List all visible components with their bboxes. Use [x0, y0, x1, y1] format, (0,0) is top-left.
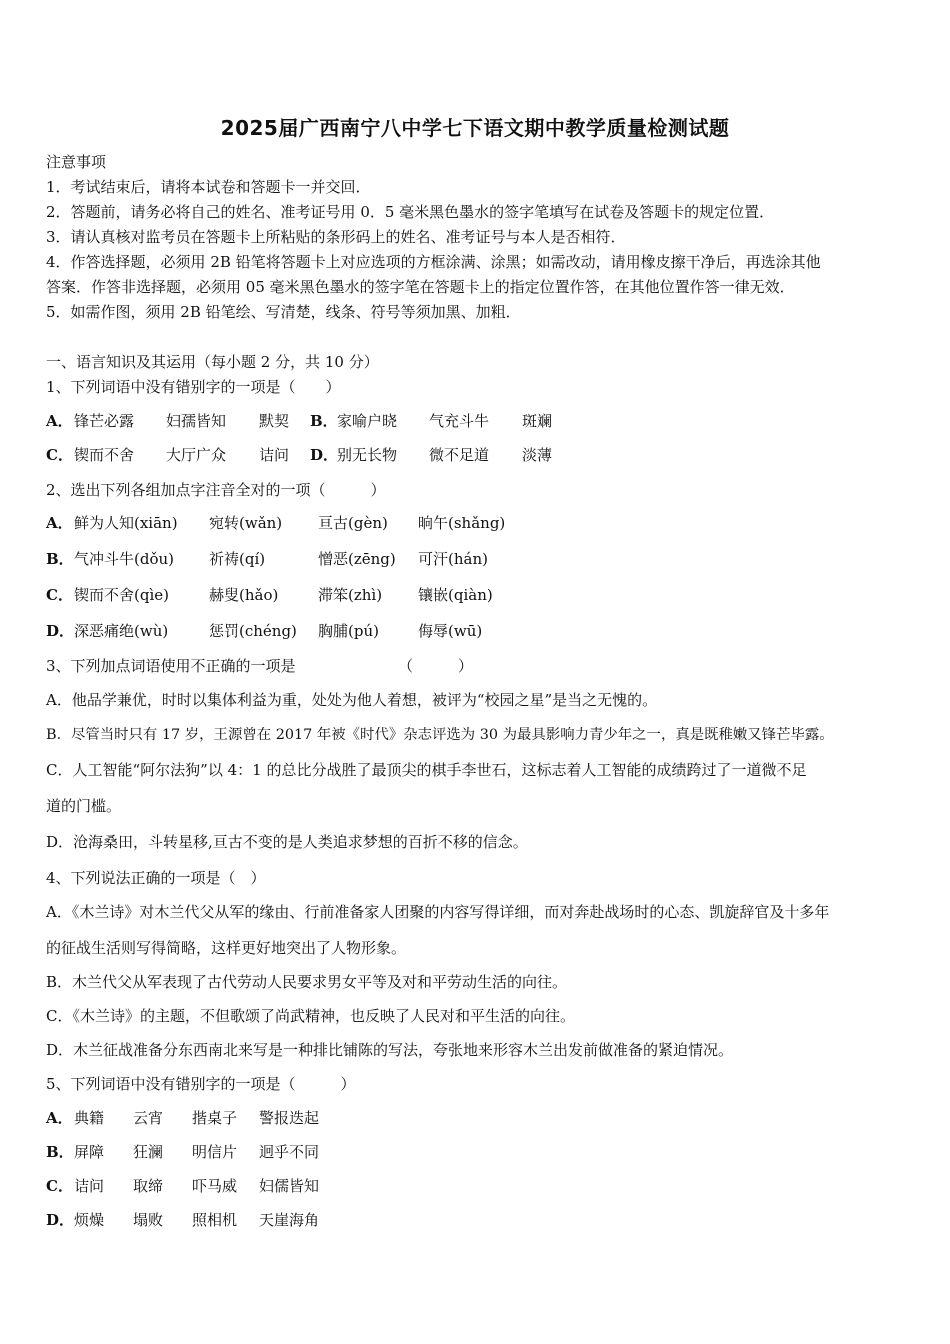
option-word: 典籍 — [74, 1109, 105, 1127]
option-word: 滞笨(zhì) — [318, 586, 383, 604]
option-word: 侮辱(wū) — [418, 622, 483, 640]
option-word: 大厅广众 — [166, 446, 227, 464]
q2-option-row — [46, 513, 506, 533]
q4-option-a-cont: 的征战生活则写得简略，这样更好地突出了人物形象。 — [46, 939, 407, 957]
option-word: 鲜为人知(xiān) — [74, 514, 178, 532]
answer-parentheses: （ ） — [398, 657, 474, 675]
option-word: 塌败 — [133, 1211, 164, 1229]
q5-option-row — [46, 1142, 320, 1162]
q3-option-d: D．沧海桑田，斗转星移,亘古不变的是人类追求梦想的百折不移的信念。 — [46, 833, 528, 851]
option-word: 微不足道 — [429, 446, 490, 464]
question-3-stem — [46, 656, 474, 676]
option-word: 祈祷(qí) — [209, 550, 266, 568]
option-letter: D． — [46, 622, 75, 640]
section-heading: 一、语言知识及其运用（每小题 2 分，共 10 分） — [46, 353, 379, 371]
option-word: 诘问 — [74, 1177, 105, 1195]
option-word: 惩罚(chéng) — [209, 622, 297, 640]
q4-option-a: A．《木兰诗》对木兰代父从军的缘由、行前准备家人团聚的内容写得详细，而对奔赴战场时的心态、凯旋辞官及十多年 — [46, 903, 830, 921]
question-3-text: 3、下列加点词语使用不正确的一项是 — [46, 657, 296, 675]
q5-option-row — [46, 1176, 320, 1196]
option-word: 诘问 — [259, 446, 290, 464]
option-word: 锲而不舍 — [74, 446, 135, 464]
q1-options-row-ab — [46, 411, 553, 431]
option-word: 揩桌子 — [192, 1109, 238, 1127]
q2-option-row — [46, 585, 493, 605]
q1-options-row-cd — [46, 445, 553, 465]
option-word: 斑斓 — [522, 412, 553, 430]
option-word: 别无长物 — [337, 446, 398, 464]
q4-option-c: C．《木兰诗》的主题，不但歌颂了尚武精神，也反映了人民对和平生活的向往。 — [46, 1007, 575, 1025]
question-5-stem: 5、下列词语中没有错别字的一项是（ ） — [46, 1075, 356, 1093]
option-word: 取缔 — [133, 1177, 164, 1195]
option-letter: A． — [46, 514, 73, 532]
option-word: 狂澜 — [133, 1143, 164, 1161]
option-letter: D． — [310, 446, 339, 464]
option-word: 气充斗牛 — [429, 412, 490, 430]
option-letter: C． — [46, 1177, 73, 1195]
q5-option-row — [46, 1210, 320, 1230]
notice-item: 3．请认真核对监考员在答题卡上所粘贴的条形码上的姓名、准考证号与本人是否相符． — [46, 228, 626, 246]
option-word: 烦燥 — [74, 1211, 105, 1229]
option-word: 妇孺皆知 — [166, 412, 227, 430]
option-word: 警报迭起 — [259, 1109, 320, 1127]
notice-heading: 注意事项 — [46, 153, 107, 171]
option-letter: B． — [46, 1143, 74, 1161]
option-word: 屏障 — [74, 1143, 105, 1161]
q2-option-row — [46, 549, 488, 569]
q5-option-row — [46, 1108, 320, 1128]
option-word: 照相机 — [192, 1211, 238, 1229]
notice-item: 2．答题前，请务必将自己的姓名、准考证号用 0．5 毫米黑色墨水的签字笔填写在试卷及答题卡的规定位置． — [46, 203, 775, 221]
question-4-stem: 4、下列说法正确的一项是（ ） — [46, 869, 266, 887]
option-word: 锲而不舍(qìe) — [74, 586, 169, 604]
option-word: 明信片 — [192, 1143, 238, 1161]
notice-item: 1．考试结束后，请将本试卷和答题卡一并交回． — [46, 178, 371, 196]
question-1-stem: 1、下列词语中没有错别字的一项是（ ） — [46, 378, 341, 396]
option-word: 气冲斗牛(dǒu) — [74, 550, 174, 568]
option-word: 家喻户晓 — [337, 412, 398, 430]
q4-option-d: D．木兰征战准备分东西南北来写是一种排比铺陈的写法，夸张地来形容木兰出发前做准备的紧迫情况。 — [46, 1041, 734, 1059]
option-word: 赫叟(hǎo) — [209, 586, 279, 604]
notice-item: 5．如需作图，须用 2B 铅笔绘、写清楚，线条、符号等须加黑、加粗． — [46, 303, 521, 321]
question-2-stem: 2、选出下列各组加点字注音全对的一项（ ） — [46, 481, 386, 499]
option-word: 晌午(shǎng) — [418, 514, 506, 532]
option-word: 默契 — [259, 412, 290, 430]
option-letter: A． — [46, 1109, 73, 1127]
option-word: 天崖海角 — [259, 1211, 320, 1229]
page-title: 2025届广西南宁八中学七下语文期中教学质量检测试题 — [220, 116, 730, 140]
option-word: 镶嵌(qiàn) — [418, 586, 493, 604]
notice-item: 4．作答选择题，必须用 2B 铅笔将答题卡上对应选项的方框涂满、涂黑；如需改动，请用橡皮擦干净后，再选涂其他 — [46, 253, 821, 271]
q3-option-a: A．他品学兼优，时时以集体利益为重，处处为他人着想，被评为“校园之星”是当之无愧的。 — [46, 691, 658, 709]
option-word: 妇儒皆知 — [259, 1177, 320, 1195]
option-word: 吓马威 — [192, 1177, 238, 1195]
option-letter: A． — [46, 412, 73, 430]
q3-option-c: C．人工智能“阿尔法狗”以 4：1 的总比分战胜了最顶尖的棋手李世石，这标志着人工智能的成绩跨过了一道微不足 — [46, 761, 807, 779]
option-word: 宛转(wǎn) — [209, 514, 283, 532]
option-letter: B． — [310, 412, 338, 430]
q3-option-b: B．尽管当时只有 17 岁，王源曾在 2017 年被《时代》杂志评选为 30 为最具影响力青少年之一，真是既稚嫩又锋芒毕露。 — [46, 727, 834, 743]
option-letter: B． — [46, 550, 74, 568]
notice-item: 答案．作答非选择题，必须用 05 毫米黑色墨水的签字笔在答题卡上的指定位置作答，在其他位置作答一律无效． — [46, 278, 795, 296]
option-word: 锋芒必露 — [74, 412, 135, 430]
q4-option-b: B．木兰代父从军表现了古代劳动人民要求男女平等及对和平劳动生活的向往。 — [46, 973, 568, 991]
option-word: 憎恶(zēng) — [318, 550, 396, 568]
option-word: 亘古(gèn) — [318, 514, 388, 532]
option-letter: D． — [46, 1211, 75, 1229]
q3-option-c-cont: 道的门槛。 — [46, 797, 122, 815]
option-word: 迥乎不同 — [259, 1143, 320, 1161]
option-word: 可汗(hán) — [418, 550, 488, 568]
option-word: 云宵 — [133, 1109, 164, 1127]
option-word: 深恶痛绝(wù) — [74, 622, 169, 640]
option-letter: C． — [46, 446, 73, 464]
option-letter: C． — [46, 586, 73, 604]
option-word: 胸脯(pú) — [318, 622, 379, 640]
q2-option-row — [46, 621, 483, 641]
option-word: 淡薄 — [522, 446, 553, 464]
